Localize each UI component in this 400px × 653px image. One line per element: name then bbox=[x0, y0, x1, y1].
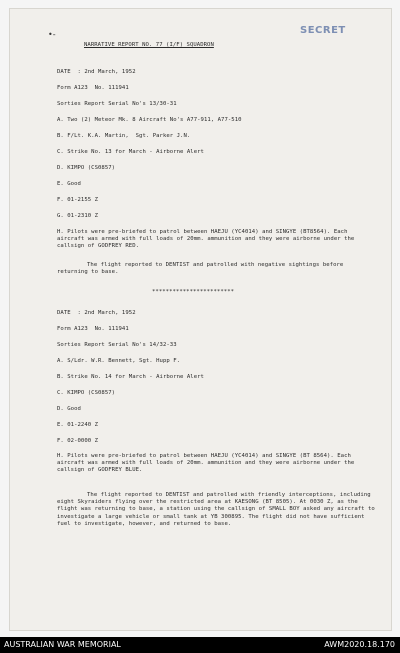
footer-credit: AUSTRALIAN WAR MEMORIAL bbox=[4, 640, 121, 649]
r1-item-f: F. 01-2155 Z bbox=[57, 197, 99, 203]
r2-date: DATE : 2nd March, 1952 bbox=[57, 310, 136, 316]
r1-item-a: A. Two (2) Meteor Mk. 8 Aircraft No's A77-911, A77-510 bbox=[57, 117, 242, 123]
handwritten-mark: •- bbox=[48, 30, 56, 39]
r2-item-c: C. KIMPO (CS0857) bbox=[57, 390, 116, 396]
r2-form: Form A123 No. 111941 bbox=[57, 326, 129, 332]
r1-date: DATE : 2nd March, 1952 bbox=[57, 69, 136, 75]
r1-item-b: B. F/Lt. K.A. Martin, Sgt. Parker J.N. bbox=[57, 133, 191, 139]
r2-item-b: B. Strike No. 14 for March - Airborne Alert bbox=[57, 374, 204, 380]
r1-form: Form A123 No. 111941 bbox=[57, 85, 129, 91]
r2-item-d: D. Good bbox=[57, 406, 81, 412]
r2-sorties: Sorties Report Serial No's 14/32-33 bbox=[57, 342, 177, 348]
r2-paragraph: The flight reported to DENTIST and patrolled with friendly interceptions, including eight Skyraiders flying over the restricted area at KAESONG (BT 8505). At 0030 Z, as the flight was returning to base, a station using the callsign of SMALL BOY asked any aircraft to investigate a large vehicle or small tank at YB 300895. The flight did not have sufficient fuel to investigate, however, and returned to base. bbox=[57, 492, 375, 527]
r1-item-g: G. 01-2310 Z bbox=[57, 213, 99, 219]
r2-item-f: F. 02-0000 Z bbox=[57, 438, 99, 444]
r2-item-e: E. 01-2240 Z bbox=[57, 422, 99, 428]
secret-stamp: SECRET bbox=[300, 25, 346, 36]
separator: ************************ bbox=[152, 289, 235, 295]
footer-bar bbox=[0, 637, 400, 653]
r1-paragraph: The flight reported to DENTIST and patrolled with negative sightings before returning to base. bbox=[57, 262, 344, 276]
footer-accession: AWM2020.18.170 bbox=[324, 640, 395, 649]
r1-item-e: E. Good bbox=[57, 181, 81, 187]
r1-item-d: D. KIMPO (CS0857) bbox=[57, 165, 116, 171]
r2-item-a: A. S/Ldr. W.R. Bennett, Sgt. Hupp F. bbox=[57, 358, 181, 364]
r1-item-h: H. Pilots were pre-briefed to patrol between HAEJU (YC4014) and SINGYE (BT8564). Each aircraft was armed with full loads of 20mm. ammunition and they were airborne under the callsign of GODFREY RED. bbox=[57, 229, 355, 250]
r1-item-c: C. Strike No. 13 for March - Airborne Alert bbox=[57, 149, 204, 155]
report-title: NARRATIVE REPORT NO. 77 (I/F) SQUADRON bbox=[84, 42, 214, 48]
r1-sorties: Sorties Report Serial No's 13/30-31 bbox=[57, 101, 177, 107]
r2-item-h: H. Pilots were pre-briefed to patrol between HAEJU (YC4014) and SINGYE (BT 8564). Each aircraft was armed with full loads of 20mm. ammunition and they were airborne under the callsign of GODFREY BLUE. bbox=[57, 453, 355, 474]
